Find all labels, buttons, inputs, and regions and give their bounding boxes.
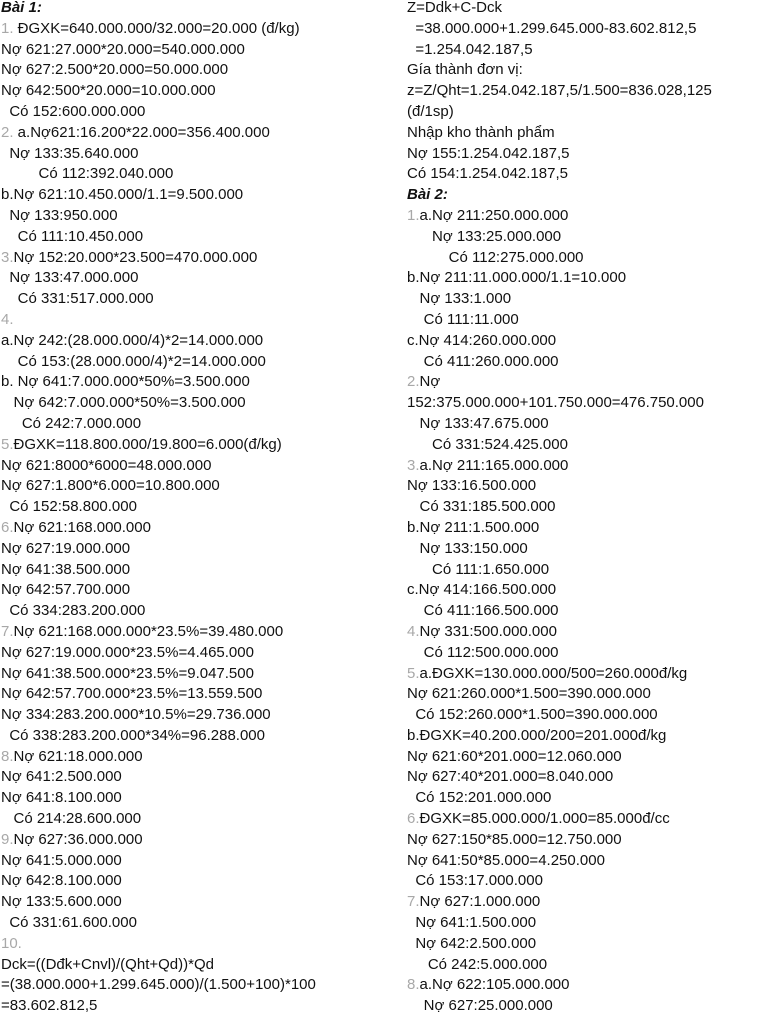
text-line [1, 518, 381, 539]
text-line [1, 788, 381, 809]
text-line [407, 580, 768, 601]
text-line [407, 622, 768, 643]
line-text: Nợ 641:8.100.000 [1, 789, 122, 807]
line-text: Nợ 641:2.500.000 [1, 768, 122, 786]
text-line [1, 331, 381, 352]
item-number: 3. [407, 456, 420, 474]
line-text: Nợ 133:150.000 [407, 539, 528, 557]
line-text: Có 152:201.000.000 [407, 789, 552, 807]
text-line [407, 934, 768, 955]
text-line [1, 185, 381, 206]
item-number: 6. [1, 518, 14, 536]
text-line [1, 476, 381, 497]
line-text: Có 411:166.500.000 [407, 602, 559, 620]
item-number: 4. [407, 622, 420, 640]
line-text: Có 331:61.600.000 [1, 914, 137, 932]
line-text: Nợ 642:57.700.000 [1, 581, 131, 599]
line-text: =(38.000.000+1.299.645.000)/(1.500+100)*100 [1, 976, 316, 994]
line-text: Có 242:7.000.000 [1, 414, 142, 432]
line-text: Z=Ddk+C-Dck [407, 0, 503, 16]
line-text: Có 112:275.000.000 [407, 248, 584, 266]
line-text: Nợ 331:500.000.000 [419, 622, 557, 640]
line-text: Nợ 133:1.000 [407, 290, 512, 308]
text-line [407, 892, 768, 913]
item-number: 3. [1, 248, 14, 266]
text-line [1, 767, 381, 788]
text-line [407, 476, 768, 497]
line-text: Có 152:600.000.000 [1, 102, 146, 120]
line-text: (đ/1sp) [407, 102, 454, 120]
line-text: b.Nợ 211:11.000.000/1.1=10.000 [407, 269, 627, 287]
line-text: Nợ 621:168.000.000 [13, 518, 151, 536]
text-line [1, 580, 381, 601]
line-text: Có 111:1.650.000 [407, 560, 550, 578]
section-heading [407, 185, 768, 206]
text-line [1, 497, 381, 518]
text-line [407, 310, 768, 331]
line-text: b.Nợ 621:10.450.000/1.1=9.500.000 [1, 186, 244, 204]
line-text: c.Nợ 414:166.500.000 [407, 581, 557, 599]
text-line [407, 684, 768, 705]
left-column [1, 0, 381, 1017]
text-line [407, 102, 768, 123]
text-line [407, 144, 768, 165]
line-text: Có 331:185.500.000 [407, 498, 556, 516]
line-text: Nợ 627:19.000.000*23.5%=4.465.000 [1, 643, 254, 661]
item-number: 1. [1, 19, 14, 37]
line-text: Có 214:28.600.000 [1, 810, 142, 828]
text-line [1, 206, 381, 227]
text-line [407, 372, 768, 393]
text-line [407, 747, 768, 768]
text-line [1, 19, 381, 40]
item-number: 1. [407, 206, 420, 224]
line-text: 152:375.000.000+101.750.000=476.750.000 [407, 394, 704, 412]
text-line [407, 19, 768, 40]
item-number: 9. [1, 830, 14, 848]
text-line [407, 560, 768, 581]
line-text: Có 111:11.000 [407, 310, 519, 328]
text-line [407, 913, 768, 934]
line-text: Nợ 642:500*20.000=10.000.000 [1, 82, 216, 100]
text-line [1, 560, 381, 581]
right-column [407, 0, 768, 1017]
line-text: Nợ 133:25.000.000 [407, 227, 562, 245]
text-line [1, 871, 381, 892]
line-text: Nợ 627:2.500*20.000=50.000.000 [1, 61, 229, 79]
line-text: Nợ 621:27.000*20.000=540.000.000 [1, 40, 245, 58]
text-line [1, 622, 381, 643]
line-text: Nợ 642:57.700.000*23.5%=13.559.500 [1, 685, 263, 703]
line-text: Nợ 641:5.000.000 [1, 851, 122, 869]
text-line [1, 60, 381, 81]
text-line [407, 705, 768, 726]
line-text: a.Nợ 211:165.000.000 [419, 456, 569, 474]
text-line [1, 393, 381, 414]
text-line [407, 60, 768, 81]
line-text: Nợ 641:38.500.000*23.5%=9.047.500 [1, 664, 254, 682]
line-text: Nợ 641:50*85.000=4.250.000 [407, 851, 605, 869]
line-text: =38.000.000+1.299.645.000-83.602.812,5 [407, 19, 697, 37]
line-text: Nợ 133:950.000 [1, 206, 118, 224]
item-number: 8. [1, 747, 14, 765]
item-number: 8. [407, 976, 420, 994]
text-line [1, 414, 381, 435]
line-text: Nợ 642:2.500.000 [407, 934, 537, 952]
line-text: Có 152:260.000*1.500=390.000.000 [407, 706, 658, 724]
line-text: Dck=((Dđk+Cnvl)/(Qht+Qd))*Qd [1, 955, 214, 973]
line-text: Có 152:58.800.000 [1, 498, 137, 516]
line-text: Nợ 642:7.000.000*50%=3.500.000 [1, 394, 246, 412]
line-text: a.Nợ 622:105.000.000 [419, 976, 570, 994]
text-line [1, 539, 381, 560]
text-line [407, 518, 768, 539]
line-text: =83.602.812,5 [1, 997, 98, 1015]
line-text: a.ĐGXK=130.000.000/500=260.000đ/kg [419, 664, 688, 682]
line-text: Nợ 133:5.600.000 [1, 893, 122, 911]
text-line [407, 456, 768, 477]
line-text: a.Nợ 211:250.000.000 [419, 206, 569, 224]
text-line [407, 726, 768, 747]
line-text: =1.254.042.187,5 [407, 40, 533, 58]
text-line [1, 268, 381, 289]
text-line [1, 705, 381, 726]
line-text: Nợ 621:168.000.000*23.5%=39.480.000 [13, 622, 284, 640]
text-line [1, 248, 381, 269]
text-line [407, 206, 768, 227]
text-line [1, 289, 381, 310]
text-line [407, 352, 768, 373]
line-text: Có 112:500.000.000 [407, 643, 559, 661]
line-text: ĐGXK=85.000.000/1.000=85.000đ/cc [419, 810, 670, 828]
line-text: Có 334:283.200.000 [1, 602, 146, 620]
item-number: 7. [1, 622, 14, 640]
line-text: b. Nợ 641:7.000.000*50%=3.500.000 [1, 373, 250, 391]
text-line [407, 81, 768, 102]
text-line [1, 352, 381, 373]
line-text: b.ĐGXK=40.200.000/200=201.000đ/kg [407, 726, 667, 744]
line-text: a.Nợ621:16.200*22.000=356.400.000 [13, 123, 270, 141]
text-line [1, 955, 381, 976]
text-line [407, 996, 768, 1017]
text-line [1, 851, 381, 872]
line-text: Nợ 642:8.100.000 [1, 872, 122, 890]
line-text: Nợ 621:260.000*1.500=390.000.000 [407, 685, 651, 703]
text-line [407, 664, 768, 685]
line-text: Nợ 627:19.000.000 [1, 539, 131, 557]
line-text: Có 154:1.254.042.187,5 [407, 165, 568, 183]
line-text: Bài 2: [407, 186, 448, 204]
text-line [407, 788, 768, 809]
line-text: Có 242:5.000.000 [407, 955, 548, 973]
text-line [1, 310, 381, 331]
text-line [1, 809, 381, 830]
item-number: 5. [1, 435, 14, 453]
text-line [1, 102, 381, 123]
text-line [1, 144, 381, 165]
line-text: Nợ 155:1.254.042.187,5 [407, 144, 570, 162]
text-line [407, 851, 768, 872]
text-line [1, 435, 381, 456]
text-line [407, 248, 768, 269]
item-number: 7. [407, 893, 420, 911]
text-line [1, 747, 381, 768]
text-line [407, 331, 768, 352]
text-line [407, 601, 768, 622]
line-text: Có 112:392.040.000 [1, 165, 174, 183]
line-text: Có 153:17.000.000 [407, 872, 543, 890]
line-text: Nợ 133:47.675.000 [407, 414, 549, 432]
line-text: a.Nợ 242:(28.000.000/4)*2=14.000.000 [1, 331, 264, 349]
text-line [1, 726, 381, 747]
text-line [407, 767, 768, 788]
text-line [407, 227, 768, 248]
section-heading [1, 0, 381, 19]
line-text: Nợ 621:18.000.000 [13, 747, 143, 765]
text-line [1, 996, 381, 1017]
text-line [1, 227, 381, 248]
text-line [1, 975, 381, 996]
text-line [407, 871, 768, 892]
text-line [407, 123, 768, 144]
line-text: Nợ 641:38.500.000 [1, 560, 131, 578]
line-text: c.Nợ 414:260.000.000 [407, 331, 557, 349]
text-line [407, 435, 768, 456]
line-text: Nhập kho thành phẩm [407, 123, 555, 141]
line-text: Nợ 641:1.500.000 [407, 914, 537, 932]
line-text: Có 338:283.200.000*34%=96.288.000 [1, 726, 265, 744]
text-line [407, 643, 768, 664]
text-line [407, 289, 768, 310]
line-text: Có 111:10.450.000 [1, 227, 144, 245]
text-line [1, 934, 381, 955]
line-text: Nợ 133:16.500.000 [407, 477, 537, 495]
text-line [407, 497, 768, 518]
line-text: Bài 1: [1, 0, 42, 16]
text-line [1, 830, 381, 851]
item-number: 4. [1, 310, 14, 328]
text-line [1, 40, 381, 61]
text-line [1, 164, 381, 185]
text-line [407, 955, 768, 976]
line-text: Nợ 133:47.000.000 [1, 269, 139, 287]
text-line [1, 123, 381, 144]
line-text: Nợ 152:20.000*23.500=470.000.000 [13, 248, 258, 266]
text-line [407, 0, 768, 19]
text-line [1, 601, 381, 622]
text-line [407, 975, 768, 996]
line-text: Nợ 621:60*201.000=12.060.000 [407, 747, 622, 765]
line-text: Nợ 627:1.000.000 [419, 893, 541, 911]
line-text: Nợ 627:150*85.000=12.750.000 [407, 830, 622, 848]
line-text: Có 331:517.000.000 [1, 290, 154, 308]
line-text: Có 331:524.425.000 [407, 435, 568, 453]
line-text: Nợ 334:283.200.000*10.5%=29.736.000 [1, 706, 271, 724]
line-text: Gía thành đơn vị: [407, 61, 523, 79]
line-text: b.Nợ 211:1.500.000 [407, 518, 540, 536]
item-number: 6. [407, 810, 420, 828]
line-text: Có 411:260.000.000 [407, 352, 559, 370]
line-text: z=Z/Qht=1.254.042.187,5/1.500=836.028,125 [407, 82, 712, 100]
line-text: Có 153:(28.000.000/4)*2=14.000.000 [1, 352, 266, 370]
text-line [1, 372, 381, 393]
text-line [1, 81, 381, 102]
text-line [407, 164, 768, 185]
text-line [1, 643, 381, 664]
line-text: Nợ 621:8000*6000=48.000.000 [1, 456, 212, 474]
line-text: Nợ 133:35.640.000 [1, 144, 139, 162]
line-text: Nợ 627:1.800*6.000=10.800.000 [1, 477, 220, 495]
text-line [407, 539, 768, 560]
text-line [407, 830, 768, 851]
text-line [407, 414, 768, 435]
text-line [1, 664, 381, 685]
text-line [407, 268, 768, 289]
item-number: 2. [1, 123, 14, 141]
text-line [407, 40, 768, 61]
text-line [1, 913, 381, 934]
line-text: Nợ 627:36.000.000 [13, 830, 143, 848]
text-line [1, 456, 381, 477]
text-line [407, 393, 768, 414]
line-text: ĐGXK=118.800.000/19.800=6.000(đ/kg) [13, 435, 282, 453]
line-text: Nợ [419, 373, 441, 391]
line-text: Nợ 627:40*201.000=8.040.000 [407, 768, 614, 786]
line-text: ĐGXK=640.000.000/32.000=20.000 (đ/kg) [13, 19, 300, 37]
item-number: 5. [407, 664, 420, 682]
item-number: 2. [407, 373, 420, 391]
text-line [407, 809, 768, 830]
item-number: 10. [1, 934, 22, 952]
text-line [1, 684, 381, 705]
line-text: Nợ 627:25.000.000 [407, 997, 553, 1015]
text-line [1, 892, 381, 913]
